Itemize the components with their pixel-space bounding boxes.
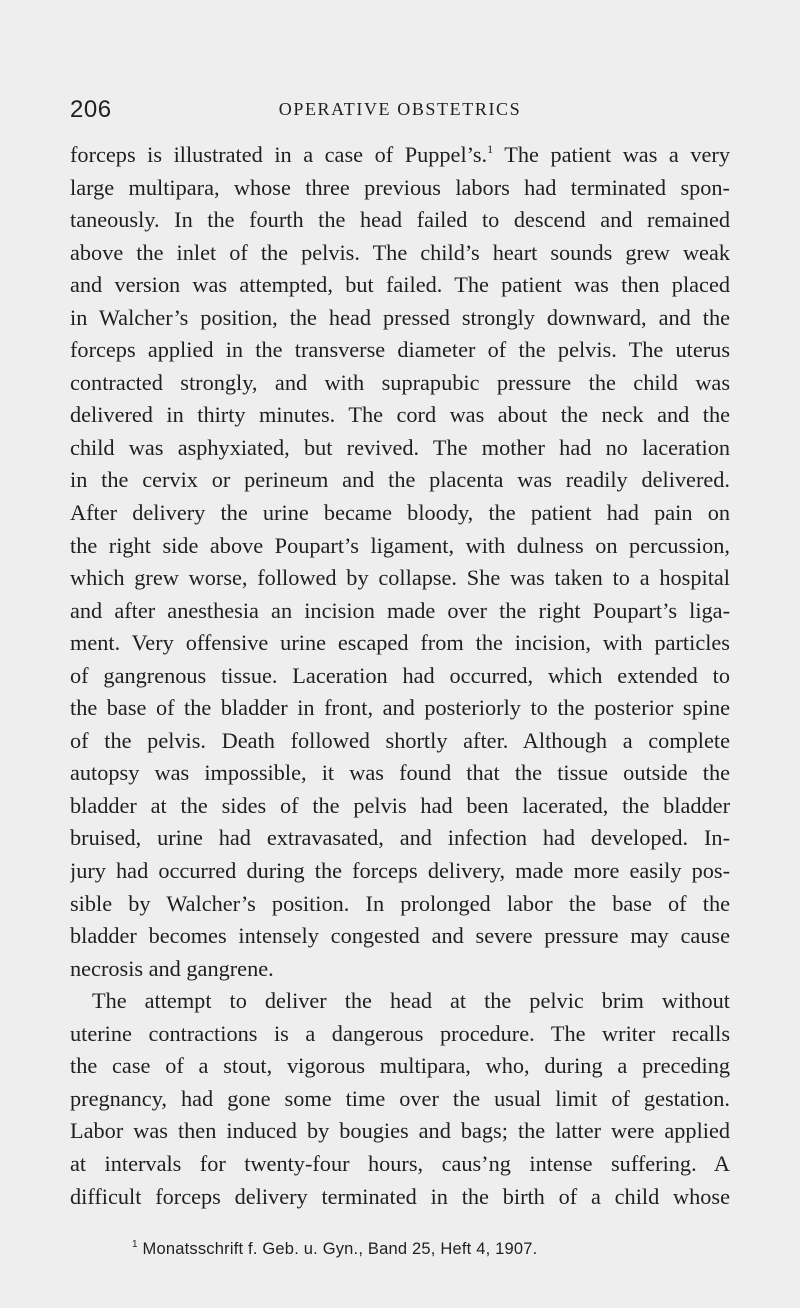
text-line: contracted strongly, and with suprapubic pressure the child was	[70, 369, 730, 395]
text-line: above the inlet of the pelvis. The child’s heart sounds grew weak	[70, 239, 730, 265]
text-line: forceps is illustrated in a case of Puppel’s.$^1$ The patient was a very	[70, 142, 730, 167]
page-header	[70, 96, 730, 126]
text-line: of gangrenous tissue. Laceration had occurred, which extended to	[70, 662, 730, 688]
text-line: of the pelvis. Death followed shortly after. Although a complete	[70, 727, 730, 753]
paragraph-2	[70, 985, 730, 1213]
text-line: child was asphyxiated, but revived. The mother had no laceration	[70, 434, 730, 460]
text-line: ment. Very offensive urine escaped from the incision, with particles	[70, 630, 730, 656]
text-line: and version was attempted, but failed. The patient was then placed	[70, 272, 730, 298]
text-line: uterine contractions is a dangerous procedure. The writer recalls	[70, 1020, 730, 1046]
body-text	[70, 139, 730, 1213]
page-number: 206	[70, 96, 112, 123]
text-line: autopsy was impossible, it was found that the tissue outside the	[70, 760, 730, 786]
text-line: bladder becomes intensely congested and severe pressure may cause	[70, 923, 730, 949]
text-line: The attempt to deliver the head at the pelvic brim without	[92, 988, 730, 1014]
text-line: difficult forceps delivery terminated in the birth of a child whose	[70, 1183, 730, 1209]
text-line: bruised, urine had extravasated, and infection had developed. In-	[70, 825, 730, 851]
text-line: which grew worse, followed by collapse. She was taken to a hospital	[70, 565, 730, 591]
paragraph-1	[70, 139, 730, 985]
text-line: delivered in thirty minutes. The cord was about the neck and the	[70, 402, 730, 428]
footnote	[132, 1240, 537, 1259]
text-line: in the cervix or perineum and the placenta was readily delivered.	[70, 467, 730, 493]
text-line: bladder at the sides of the pelvis had been lacerated, the bladder	[70, 792, 730, 818]
text-line: pregnancy, had gone some time over the usual limit of gestation.	[70, 1085, 730, 1111]
text-line: necrosis and gangrene.	[70, 955, 274, 981]
text-line: forceps applied in the transverse diameter of the pelvis. The uterus	[70, 337, 730, 363]
text-line: jury had occurred during the forceps delivery, made more easily pos-	[70, 858, 730, 884]
text-line: the base of the bladder in front, and posteriorly to the posterior spine	[70, 695, 730, 721]
text-line: at intervals for twenty-four hours, caus’ng intense suffering. A	[70, 1150, 730, 1176]
text-line: in Walcher’s position, the head pressed strongly downward, and the	[70, 304, 730, 330]
text-line: large multipara, whose three previous labors had terminated spon-	[70, 174, 730, 200]
text-line: the right side above Poupart’s ligament, with dulness on percussion,	[70, 532, 730, 558]
text-line: the case of a stout, vigorous multipara, who, during a preceding	[70, 1053, 730, 1079]
running-title: OPERATIVE OBSTETRICS	[278, 99, 522, 119]
footnote-marker: 1	[132, 1239, 138, 1250]
text-line: taneously. In the fourth the head failed to descend and remained	[70, 207, 730, 233]
text-line: Labor was then induced by bougies and bags; the latter were applied	[70, 1118, 730, 1144]
footnote-reference: 1	[487, 142, 494, 156]
text-line: and after anesthesia an incision made over the right Poupart’s liga-	[70, 597, 730, 623]
text-line: sible by Walcher’s position. In prolonged labor the base of the	[70, 890, 730, 916]
footnote-text: Monatsschrift f. Geb. u. Gyn., Band 25, Heft 4, 1907.	[137, 1240, 538, 1258]
text-line: After delivery the urine became bloody, the patient had pain on	[70, 500, 730, 526]
